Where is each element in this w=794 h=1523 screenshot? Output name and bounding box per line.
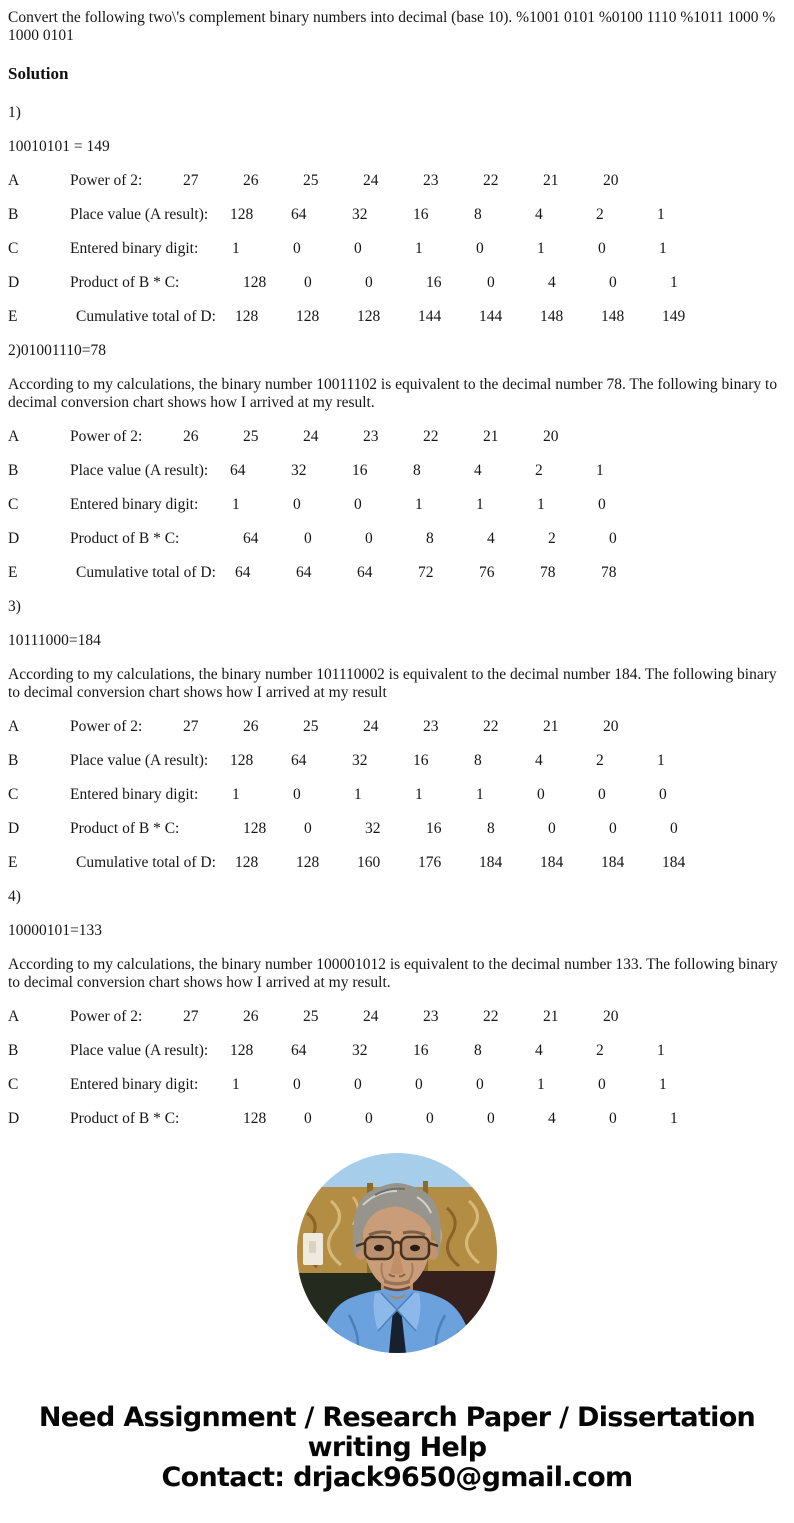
row-value: 24 bbox=[363, 172, 379, 189]
row-value: 8 bbox=[474, 752, 482, 769]
row-value: 0 bbox=[365, 274, 373, 291]
conversion-table-row bbox=[8, 308, 786, 326]
conversion-table-row bbox=[8, 786, 786, 804]
row-letter: E bbox=[8, 564, 18, 581]
row-letter: D bbox=[8, 1110, 20, 1127]
row-label: Cumulative total of D: bbox=[76, 854, 216, 871]
conversion-table-row bbox=[8, 206, 786, 224]
row-label: Product of B * C: bbox=[70, 1110, 180, 1127]
row-value: 0 bbox=[476, 1076, 484, 1093]
row-letter: B bbox=[8, 752, 19, 769]
row-value: 64 bbox=[291, 1042, 307, 1059]
row-value: 1 bbox=[476, 786, 484, 803]
row-value: 0 bbox=[354, 496, 362, 513]
row-value: 1 bbox=[232, 496, 240, 513]
row-value: 24 bbox=[363, 1008, 379, 1025]
row-value: 24 bbox=[303, 428, 319, 445]
row-value: 16 bbox=[413, 206, 429, 223]
row-value: 4 bbox=[535, 206, 543, 223]
row-value: 64 bbox=[296, 564, 312, 581]
row-letter: D bbox=[8, 820, 20, 837]
row-value: 0 bbox=[487, 1110, 495, 1127]
row-letter: E bbox=[8, 854, 18, 871]
row-value: 4 bbox=[548, 274, 556, 291]
row-label: Entered binary digit: bbox=[70, 496, 199, 513]
section-paragraph: According to my calculations, the binary number 101110002 is equivalent to the decimal number 184. The following binary to decimal conversion chart shows how I arrived at my result bbox=[8, 666, 777, 701]
row-value: 2 bbox=[596, 206, 604, 223]
row-value: 1 bbox=[476, 496, 484, 513]
row-value: 184 bbox=[479, 854, 503, 871]
row-value: 1 bbox=[415, 240, 423, 257]
conversion-table-row bbox=[8, 854, 786, 872]
row-value: 21 bbox=[483, 428, 499, 445]
row-label: Cumulative total of D: bbox=[76, 308, 216, 325]
row-value: 8 bbox=[426, 530, 434, 547]
conversion-table-row bbox=[8, 462, 786, 480]
row-value: 16 bbox=[426, 274, 442, 291]
row-label: Power of 2: bbox=[70, 428, 143, 445]
row-value: 1 bbox=[537, 240, 545, 257]
row-value: 0 bbox=[609, 1110, 617, 1127]
row-value: 20 bbox=[543, 428, 559, 445]
row-value: 0 bbox=[598, 496, 606, 513]
row-value: 0 bbox=[487, 274, 495, 291]
row-value: 25 bbox=[243, 428, 259, 445]
conversion-table-row bbox=[8, 1110, 786, 1128]
section-paragraph: 2)01001110=78 bbox=[8, 342, 107, 359]
row-label: Product of B * C: bbox=[70, 274, 180, 291]
footer-contact-email: Contact: drjack9650@gmail.com bbox=[161, 1462, 633, 1493]
row-value: 16 bbox=[413, 1042, 429, 1059]
row-value: 72 bbox=[418, 564, 434, 581]
row-value: 0 bbox=[659, 786, 667, 803]
row-value: 64 bbox=[235, 564, 251, 581]
row-value: 128 bbox=[230, 1042, 254, 1059]
row-value: 21 bbox=[543, 172, 559, 189]
row-label: Power of 2: bbox=[70, 718, 143, 735]
row-value: 184 bbox=[662, 854, 686, 871]
row-value: 23 bbox=[423, 1008, 439, 1025]
row-value: 8 bbox=[474, 206, 482, 223]
row-value: 4 bbox=[548, 1110, 556, 1127]
row-value: 22 bbox=[483, 1008, 499, 1025]
conversion-table-row bbox=[8, 1076, 786, 1094]
row-label: Entered binary digit: bbox=[70, 786, 199, 803]
row-value: 0 bbox=[609, 820, 617, 837]
row-value: 0 bbox=[365, 530, 373, 547]
row-value: 1 bbox=[537, 496, 545, 513]
row-value: 0 bbox=[598, 786, 606, 803]
row-value: 4 bbox=[535, 1042, 543, 1059]
row-value: 26 bbox=[243, 1008, 259, 1025]
row-value: 2 bbox=[535, 462, 543, 479]
solution-sections bbox=[8, 104, 786, 1128]
row-letter: C bbox=[8, 786, 19, 803]
row-value: 0 bbox=[476, 240, 484, 257]
row-value: 1 bbox=[537, 1076, 545, 1093]
row-value: 21 bbox=[543, 1008, 559, 1025]
row-value: 0 bbox=[548, 820, 556, 837]
row-letter: C bbox=[8, 240, 19, 257]
row-value: 26 bbox=[183, 428, 199, 445]
row-value: 0 bbox=[304, 530, 312, 547]
row-value: 2 bbox=[596, 1042, 604, 1059]
row-value: 0 bbox=[609, 274, 617, 291]
row-label: Place value (A result): bbox=[70, 206, 209, 223]
row-value: 8 bbox=[487, 820, 495, 837]
row-letter: A bbox=[8, 1008, 20, 1025]
row-letter: A bbox=[8, 428, 20, 445]
row-value: 1 bbox=[232, 240, 240, 257]
row-value: 0 bbox=[365, 1110, 373, 1127]
section-paragraph: 1) bbox=[8, 104, 21, 121]
row-letter: B bbox=[8, 206, 19, 223]
row-value: 0 bbox=[293, 240, 301, 257]
conversion-table-row bbox=[8, 496, 786, 514]
row-value: 25 bbox=[303, 718, 319, 735]
footer-ad bbox=[8, 1403, 786, 1493]
row-value: 64 bbox=[291, 752, 307, 769]
row-value: 1 bbox=[354, 786, 362, 803]
row-value: 1 bbox=[659, 1076, 667, 1093]
row-label: Cumulative total of D: bbox=[76, 564, 216, 581]
row-value: 144 bbox=[479, 308, 503, 325]
row-value: 144 bbox=[418, 308, 442, 325]
row-value: 148 bbox=[540, 308, 564, 325]
row-letter: A bbox=[8, 172, 20, 189]
row-value: 32 bbox=[291, 462, 307, 479]
row-value: 1 bbox=[670, 1110, 678, 1127]
row-value: 0 bbox=[293, 1076, 301, 1093]
row-value: 2 bbox=[548, 530, 556, 547]
row-value: 32 bbox=[352, 752, 368, 769]
row-value: 27 bbox=[183, 1008, 199, 1025]
row-value: 20 bbox=[603, 1008, 619, 1025]
row-value: 27 bbox=[183, 718, 199, 735]
section-paragraph: 10000101=133 bbox=[8, 922, 102, 939]
row-value: 27 bbox=[183, 172, 199, 189]
row-label: Place value (A result): bbox=[70, 1042, 209, 1059]
row-value: 184 bbox=[540, 854, 564, 871]
row-letter: E bbox=[8, 308, 18, 325]
row-value: 1 bbox=[657, 752, 665, 769]
footer-line-2: writing Help bbox=[307, 1432, 487, 1463]
row-value: 0 bbox=[304, 1110, 312, 1127]
row-value: 1 bbox=[415, 496, 423, 513]
row-value: 0 bbox=[426, 1110, 434, 1127]
conversion-table-row bbox=[8, 428, 786, 446]
conversion-table-row bbox=[8, 564, 786, 582]
row-value: 4 bbox=[487, 530, 495, 547]
row-value: 2 bbox=[596, 752, 604, 769]
row-value: 23 bbox=[423, 718, 439, 735]
row-value: 22 bbox=[423, 428, 439, 445]
row-value: 0 bbox=[598, 1076, 606, 1093]
row-value: 64 bbox=[230, 462, 246, 479]
row-value: 128 bbox=[357, 308, 381, 325]
conversion-table-row bbox=[8, 274, 786, 292]
row-value: 0 bbox=[537, 786, 545, 803]
row-value: 32 bbox=[365, 820, 381, 837]
section-paragraph: According to my calculations, the binary number 100001012 is equivalent to the decimal number 133. The following binary to decimal conversion chart shows how I arrived at my result. bbox=[8, 956, 778, 991]
row-value: 0 bbox=[293, 786, 301, 803]
row-value: 26 bbox=[243, 172, 259, 189]
conversion-table-row bbox=[8, 240, 786, 258]
row-value: 0 bbox=[670, 820, 678, 837]
section-paragraph: According to my calculations, the binary number 10011102 is equivalent to the decimal number 78. The following binary to decimal conversion chart shows how I arrived at my result. bbox=[8, 376, 778, 411]
row-value: 0 bbox=[415, 1076, 423, 1093]
row-value: 76 bbox=[479, 564, 495, 581]
row-value: 78 bbox=[601, 564, 617, 581]
row-value: 16 bbox=[426, 820, 442, 837]
row-value: 21 bbox=[543, 718, 559, 735]
section-paragraph: 10111000=184 bbox=[8, 632, 101, 649]
row-label: Place value (A result): bbox=[70, 462, 209, 479]
row-value: 25 bbox=[303, 172, 319, 189]
conversion-table-row bbox=[8, 752, 786, 770]
row-value: 184 bbox=[601, 854, 625, 871]
row-value: 149 bbox=[662, 308, 686, 325]
row-value: 0 bbox=[598, 240, 606, 257]
row-value: 0 bbox=[293, 496, 301, 513]
tutor-photo bbox=[297, 1153, 497, 1353]
row-value: 64 bbox=[291, 206, 307, 223]
row-value: 16 bbox=[413, 752, 429, 769]
section-paragraph: 10010101 = 149 bbox=[8, 138, 110, 155]
row-value: 0 bbox=[609, 530, 617, 547]
row-value: 1 bbox=[232, 786, 240, 803]
row-value: 128 bbox=[243, 1110, 267, 1127]
row-value: 25 bbox=[303, 1008, 319, 1025]
row-value: 128 bbox=[243, 820, 267, 837]
conversion-table-row bbox=[8, 820, 786, 838]
row-value: 1 bbox=[657, 1042, 665, 1059]
row-value: 78 bbox=[540, 564, 556, 581]
row-value: 23 bbox=[423, 172, 439, 189]
row-value: 0 bbox=[354, 1076, 362, 1093]
row-value: 1 bbox=[670, 274, 678, 291]
row-value: 24 bbox=[363, 718, 379, 735]
row-value: 128 bbox=[230, 752, 254, 769]
row-value: 20 bbox=[603, 718, 619, 735]
row-label: Power of 2: bbox=[70, 1008, 143, 1025]
row-letter: D bbox=[8, 530, 20, 547]
row-value: 160 bbox=[357, 854, 381, 871]
row-value: 128 bbox=[296, 854, 320, 871]
row-value: 8 bbox=[474, 1042, 482, 1059]
row-value: 22 bbox=[483, 172, 499, 189]
row-label: Product of B * C: bbox=[70, 820, 180, 837]
row-letter: B bbox=[8, 1042, 19, 1059]
row-value: 64 bbox=[243, 530, 259, 547]
row-value: 8 bbox=[413, 462, 421, 479]
row-value: 1 bbox=[659, 240, 667, 257]
row-label: Place value (A result): bbox=[70, 752, 209, 769]
row-value: 64 bbox=[357, 564, 373, 581]
section-paragraph: 4) bbox=[8, 888, 21, 905]
row-label: Entered binary digit: bbox=[70, 240, 199, 257]
row-value: 128 bbox=[235, 308, 259, 325]
row-value: 128 bbox=[296, 308, 320, 325]
row-letter: C bbox=[8, 496, 19, 513]
conversion-table-row bbox=[8, 718, 786, 736]
row-label: Product of B * C: bbox=[70, 530, 180, 547]
solution-heading: Solution bbox=[8, 64, 69, 83]
row-value: 23 bbox=[363, 428, 379, 445]
row-value: 32 bbox=[352, 206, 368, 223]
question-text: Convert the following two\'s complement binary numbers into decimal (base 10). %1001 0101 %0100 1110 %1011 1000 % 1000 0101 bbox=[8, 9, 776, 44]
row-letter: A bbox=[8, 718, 20, 735]
row-value: 0 bbox=[304, 820, 312, 837]
footer-line-1: Need Assignment / Research Paper / Dissertation bbox=[38, 1402, 756, 1433]
row-value: 128 bbox=[235, 854, 259, 871]
row-value: 1 bbox=[232, 1076, 240, 1093]
row-value: 148 bbox=[601, 308, 625, 325]
row-label: Power of 2: bbox=[70, 172, 143, 189]
row-value: 20 bbox=[603, 172, 619, 189]
conversion-table-row bbox=[8, 1008, 786, 1026]
row-letter: B bbox=[8, 462, 19, 479]
conversion-table-row bbox=[8, 172, 786, 190]
row-value: 4 bbox=[535, 752, 543, 769]
section-paragraph: 3) bbox=[8, 598, 21, 615]
row-value: 22 bbox=[483, 718, 499, 735]
row-value: 1 bbox=[415, 786, 423, 803]
row-value: 0 bbox=[354, 240, 362, 257]
conversion-table-row bbox=[8, 530, 786, 548]
conversion-table-row bbox=[8, 1042, 786, 1060]
row-value: 1 bbox=[596, 462, 604, 479]
row-letter: C bbox=[8, 1076, 19, 1093]
row-value: 4 bbox=[474, 462, 482, 479]
row-letter: D bbox=[8, 274, 20, 291]
row-label: Entered binary digit: bbox=[70, 1076, 199, 1093]
row-value: 0 bbox=[304, 274, 312, 291]
row-value: 128 bbox=[243, 274, 267, 291]
tutor-portrait-illustration bbox=[297, 1153, 497, 1353]
row-value: 32 bbox=[352, 1042, 368, 1059]
row-value: 16 bbox=[352, 462, 368, 479]
row-value: 176 bbox=[418, 854, 442, 871]
row-value: 26 bbox=[243, 718, 259, 735]
row-value: 128 bbox=[230, 206, 254, 223]
row-value: 1 bbox=[657, 206, 665, 223]
